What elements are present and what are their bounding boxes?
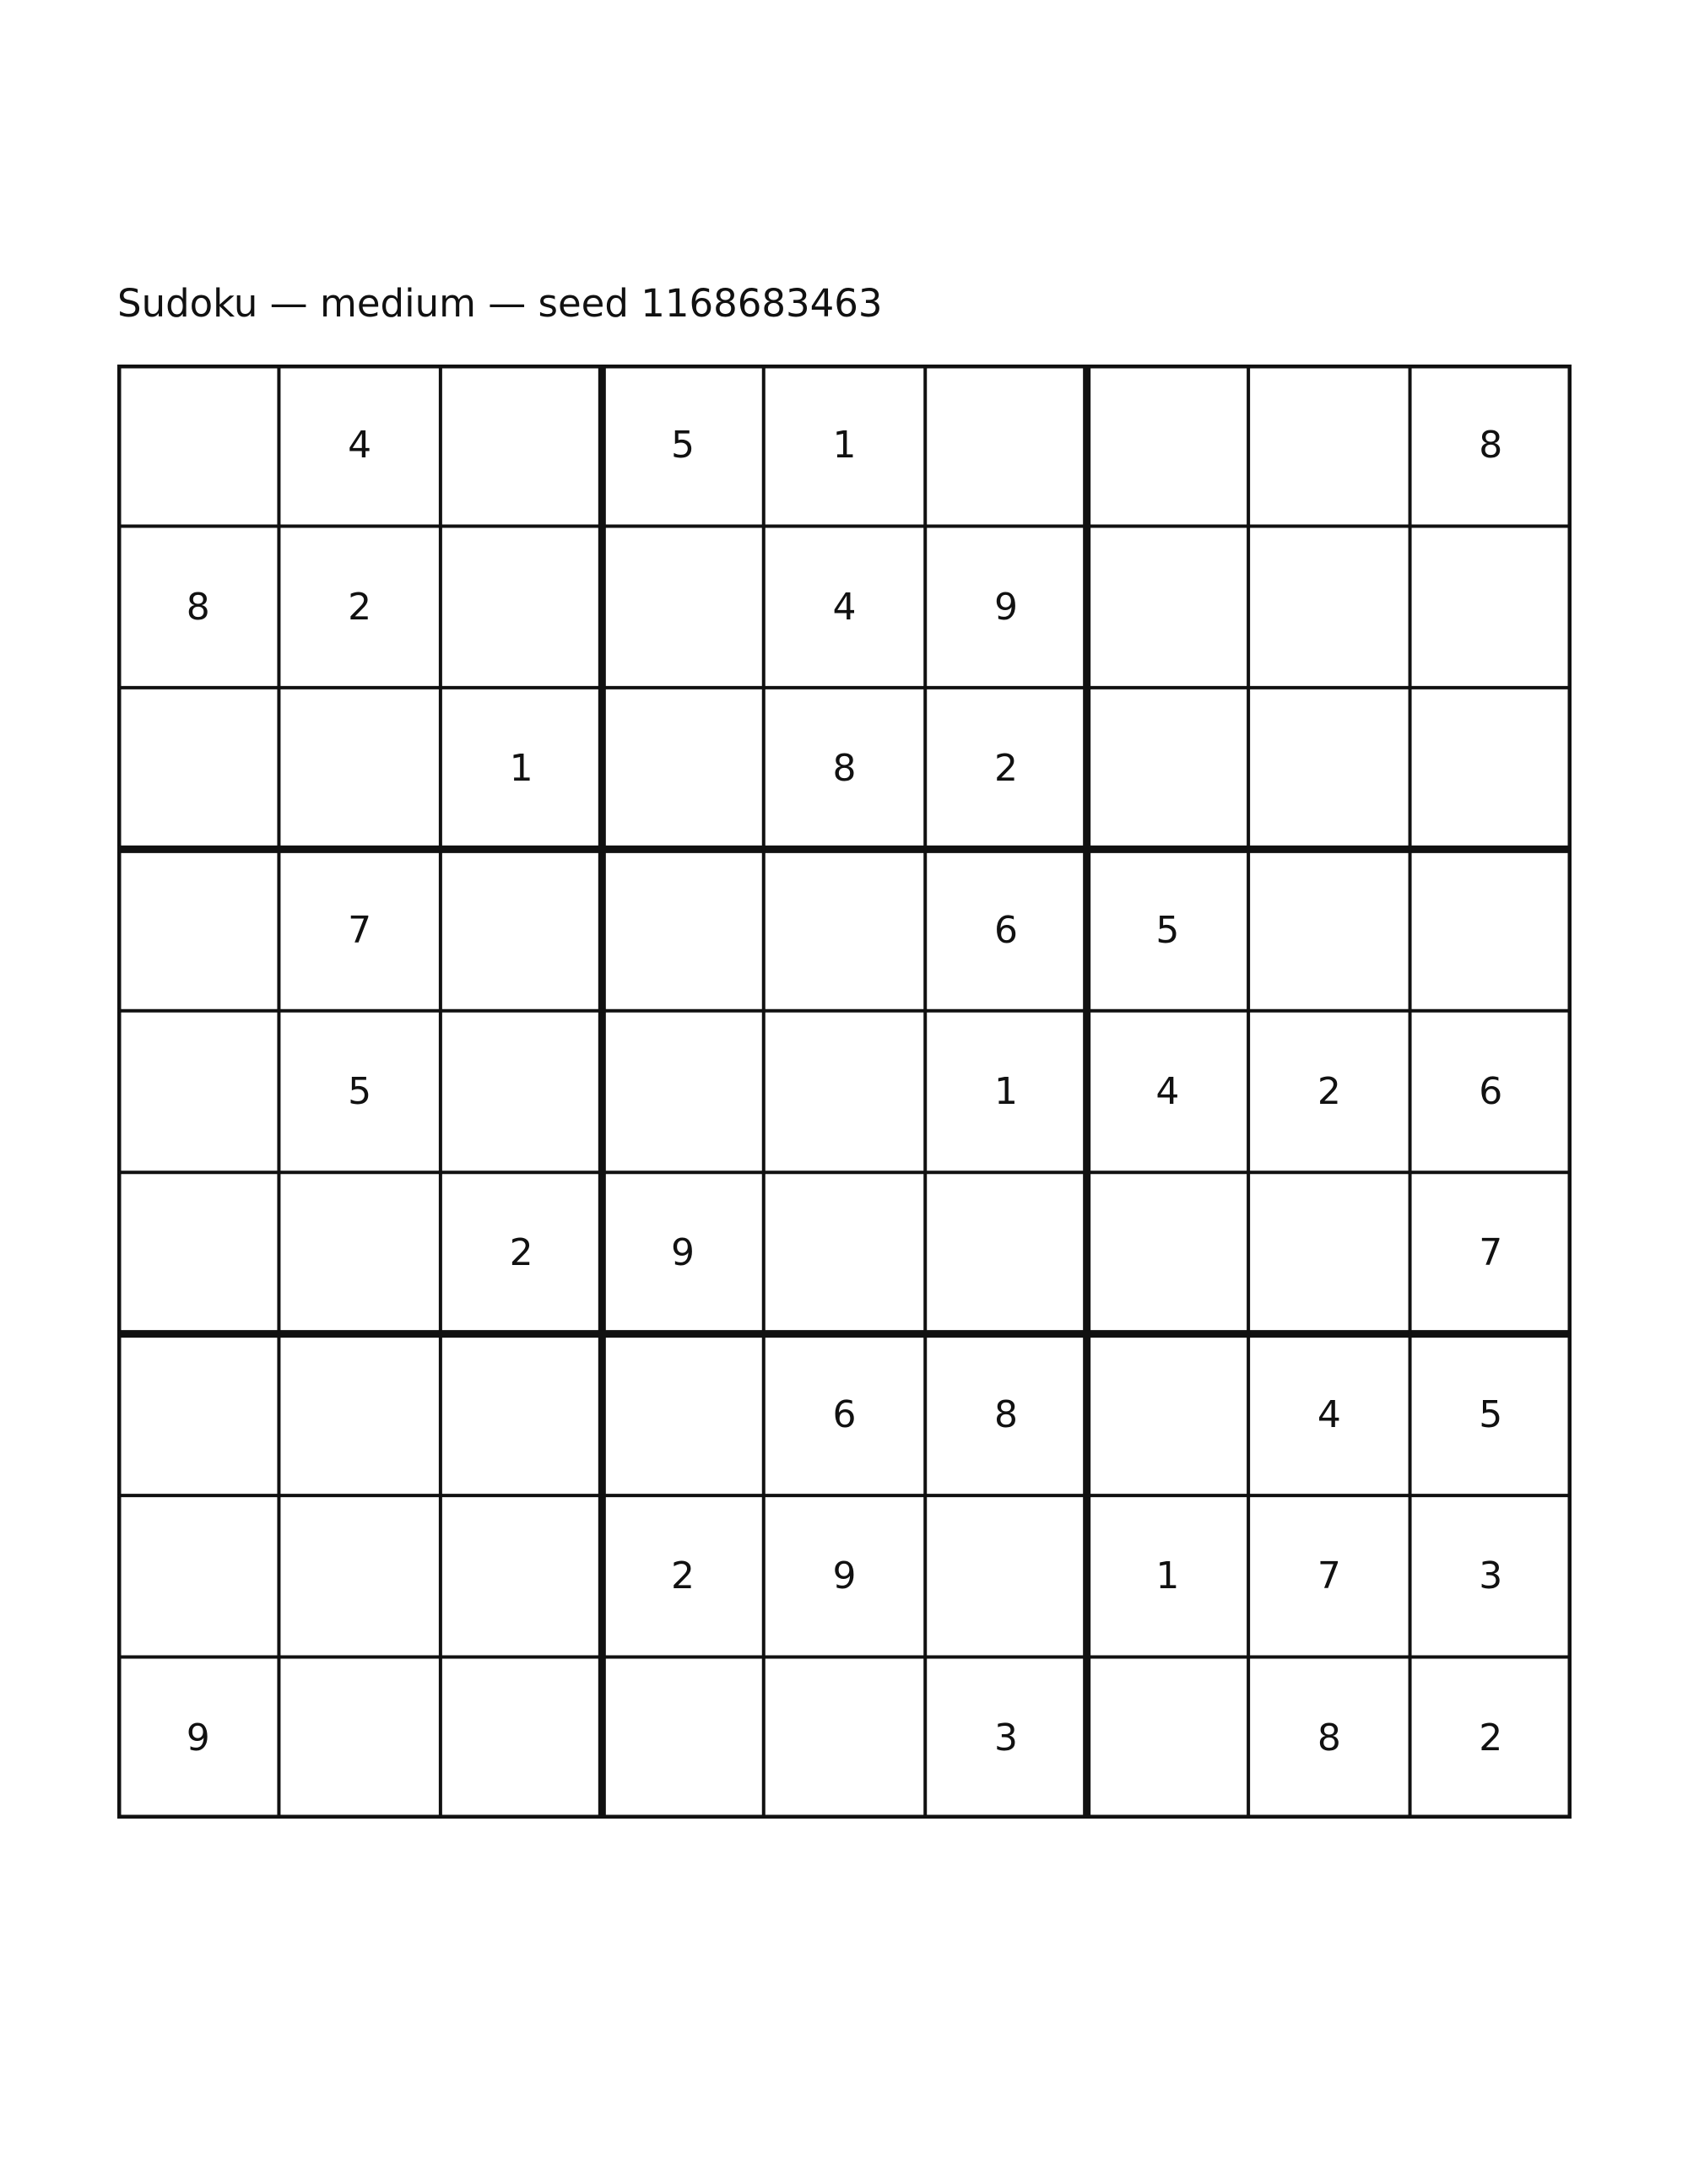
sudoku-cell-r9-c3[interactable] — [441, 1657, 602, 1819]
sudoku-cell-r9-c4[interactable] — [602, 1657, 763, 1819]
sudoku-cell-r3-c4[interactable] — [602, 688, 763, 849]
sudoku-cell-r8-c8[interactable]: 7 — [1317, 1554, 1341, 1598]
sudoku-cell-r7-c9[interactable]: 5 — [1479, 1392, 1503, 1436]
sudoku-cell-r8-c4[interactable]: 2 — [671, 1554, 695, 1598]
sudoku-cell-r7-c7[interactable] — [1087, 1334, 1248, 1495]
sudoku-cell-r4-c6[interactable]: 6 — [993, 908, 1018, 952]
sudoku-cell-r5-c1[interactable] — [117, 1011, 279, 1172]
sudoku-cell-r8-c3[interactable] — [441, 1495, 602, 1657]
sudoku-cell-r4-c9[interactable] — [1410, 849, 1572, 1010]
sudoku-cell-r1-c8[interactable] — [1248, 365, 1409, 526]
sudoku-cell-r4-c1[interactable] — [117, 849, 279, 1010]
sudoku-cell-r9-c9[interactable]: 2 — [1479, 1716, 1503, 1760]
sudoku-cell-r9-c8[interactable]: 8 — [1317, 1716, 1341, 1760]
sudoku-cell-r6-c4[interactable]: 9 — [671, 1231, 695, 1275]
sudoku-cell-r1-c9[interactable]: 8 — [1479, 424, 1503, 468]
sudoku-cell-r5-c3[interactable] — [441, 1011, 602, 1172]
sudoku-cell-r3-c7[interactable] — [1087, 688, 1248, 849]
sudoku-cell-r2-c3[interactable] — [441, 526, 602, 687]
sudoku-cell-r4-c2[interactable]: 7 — [348, 908, 372, 952]
sudoku-cell-r3-c6[interactable]: 2 — [993, 747, 1018, 791]
sudoku-cell-r2-c7[interactable] — [1087, 526, 1248, 687]
sudoku-cell-r1-c5[interactable]: 1 — [832, 424, 857, 468]
sudoku-cell-r8-c6[interactable] — [925, 1495, 1086, 1657]
sudoku-cell-r8-c1[interactable] — [117, 1495, 279, 1657]
sudoku-cell-r5-c5[interactable] — [764, 1011, 925, 1172]
sudoku-cell-r9-c5[interactable] — [764, 1657, 925, 1819]
sudoku-cell-r6-c9[interactable]: 7 — [1479, 1231, 1503, 1275]
sudoku-cell-r6-c3[interactable]: 2 — [509, 1231, 533, 1275]
sudoku-grid — [117, 365, 1572, 1819]
sudoku-cell-r8-c9[interactable]: 3 — [1479, 1554, 1503, 1598]
sudoku-cell-r4-c8[interactable] — [1248, 849, 1409, 1010]
sudoku-cell-r3-c8[interactable] — [1248, 688, 1409, 849]
sudoku-cell-r6-c6[interactable] — [925, 1172, 1086, 1333]
sudoku-cell-r7-c2[interactable] — [279, 1334, 440, 1495]
sudoku-cell-r7-c5[interactable]: 6 — [832, 1392, 857, 1436]
sudoku-cell-r2-c9[interactable] — [1410, 526, 1572, 687]
sudoku-cell-r2-c2[interactable]: 2 — [348, 585, 372, 629]
sudoku-cell-r4-c7[interactable]: 5 — [1155, 908, 1180, 952]
sudoku-cell-r3-c1[interactable] — [117, 688, 279, 849]
sudoku-cell-r6-c2[interactable] — [279, 1172, 440, 1333]
sudoku-cell-r7-c3[interactable] — [441, 1334, 602, 1495]
sudoku-cell-r3-c5[interactable]: 8 — [832, 747, 857, 791]
sudoku-cell-r3-c3[interactable]: 1 — [509, 747, 533, 791]
sudoku-cell-r6-c5[interactable] — [764, 1172, 925, 1333]
sudoku-cell-r7-c6[interactable]: 8 — [993, 1392, 1018, 1436]
sudoku-cell-r2-c5[interactable]: 4 — [832, 585, 857, 629]
sudoku-cell-r6-c1[interactable] — [117, 1172, 279, 1333]
sudoku-cell-r2-c8[interactable] — [1248, 526, 1409, 687]
sudoku-cell-r1-c6[interactable] — [925, 365, 1086, 526]
sudoku-cell-r6-c7[interactable] — [1087, 1172, 1248, 1333]
sudoku-cell-r3-c2[interactable] — [279, 688, 440, 849]
sudoku-cell-r6-c8[interactable] — [1248, 1172, 1409, 1333]
sudoku-cell-r1-c1[interactable] — [117, 365, 279, 526]
sudoku-cell-r7-c4[interactable] — [602, 1334, 763, 1495]
sudoku-cell-r5-c9[interactable]: 6 — [1479, 1069, 1503, 1113]
sudoku-cell-r4-c4[interactable] — [602, 849, 763, 1010]
puzzle-title: Sudoku — medium — seed 1168683463 — [117, 281, 883, 326]
sudoku-cell-r8-c2[interactable] — [279, 1495, 440, 1657]
sudoku-cell-r5-c8[interactable]: 2 — [1317, 1069, 1341, 1113]
sudoku-cell-r5-c7[interactable]: 4 — [1155, 1069, 1180, 1113]
sudoku-cell-r9-c7[interactable] — [1087, 1657, 1248, 1819]
sudoku-cell-r8-c7[interactable]: 1 — [1155, 1554, 1180, 1598]
sudoku-cell-r2-c4[interactable] — [602, 526, 763, 687]
sudoku-cell-r9-c6[interactable]: 3 — [993, 1716, 1018, 1760]
sudoku-cell-r1-c2[interactable]: 4 — [348, 424, 372, 468]
sudoku-cell-r9-c1[interactable]: 9 — [186, 1716, 210, 1760]
sudoku-cell-r5-c2[interactable]: 5 — [348, 1069, 372, 1113]
sudoku-cell-r3-c9[interactable] — [1410, 688, 1572, 849]
sudoku-cell-r9-c2[interactable] — [279, 1657, 440, 1819]
sudoku-cell-r5-c6[interactable]: 1 — [993, 1069, 1018, 1113]
sudoku-cell-r8-c5[interactable]: 9 — [832, 1554, 857, 1598]
sudoku-cell-r1-c7[interactable] — [1087, 365, 1248, 526]
sudoku-cell-r2-c6[interactable]: 9 — [993, 585, 1018, 629]
sudoku-cell-r4-c5[interactable] — [764, 849, 925, 1010]
sudoku-cell-r7-c1[interactable] — [117, 1334, 279, 1495]
sudoku-cell-r1-c3[interactable] — [441, 365, 602, 526]
sudoku-cell-r5-c4[interactable] — [602, 1011, 763, 1172]
sudoku-cell-r4-c3[interactable] — [441, 849, 602, 1010]
sudoku-board — [117, 365, 1572, 1819]
sudoku-cell-r2-c1[interactable]: 8 — [186, 585, 210, 629]
sudoku-cell-r7-c8[interactable]: 4 — [1317, 1392, 1341, 1436]
sudoku-cell-r1-c4[interactable]: 5 — [671, 424, 695, 468]
